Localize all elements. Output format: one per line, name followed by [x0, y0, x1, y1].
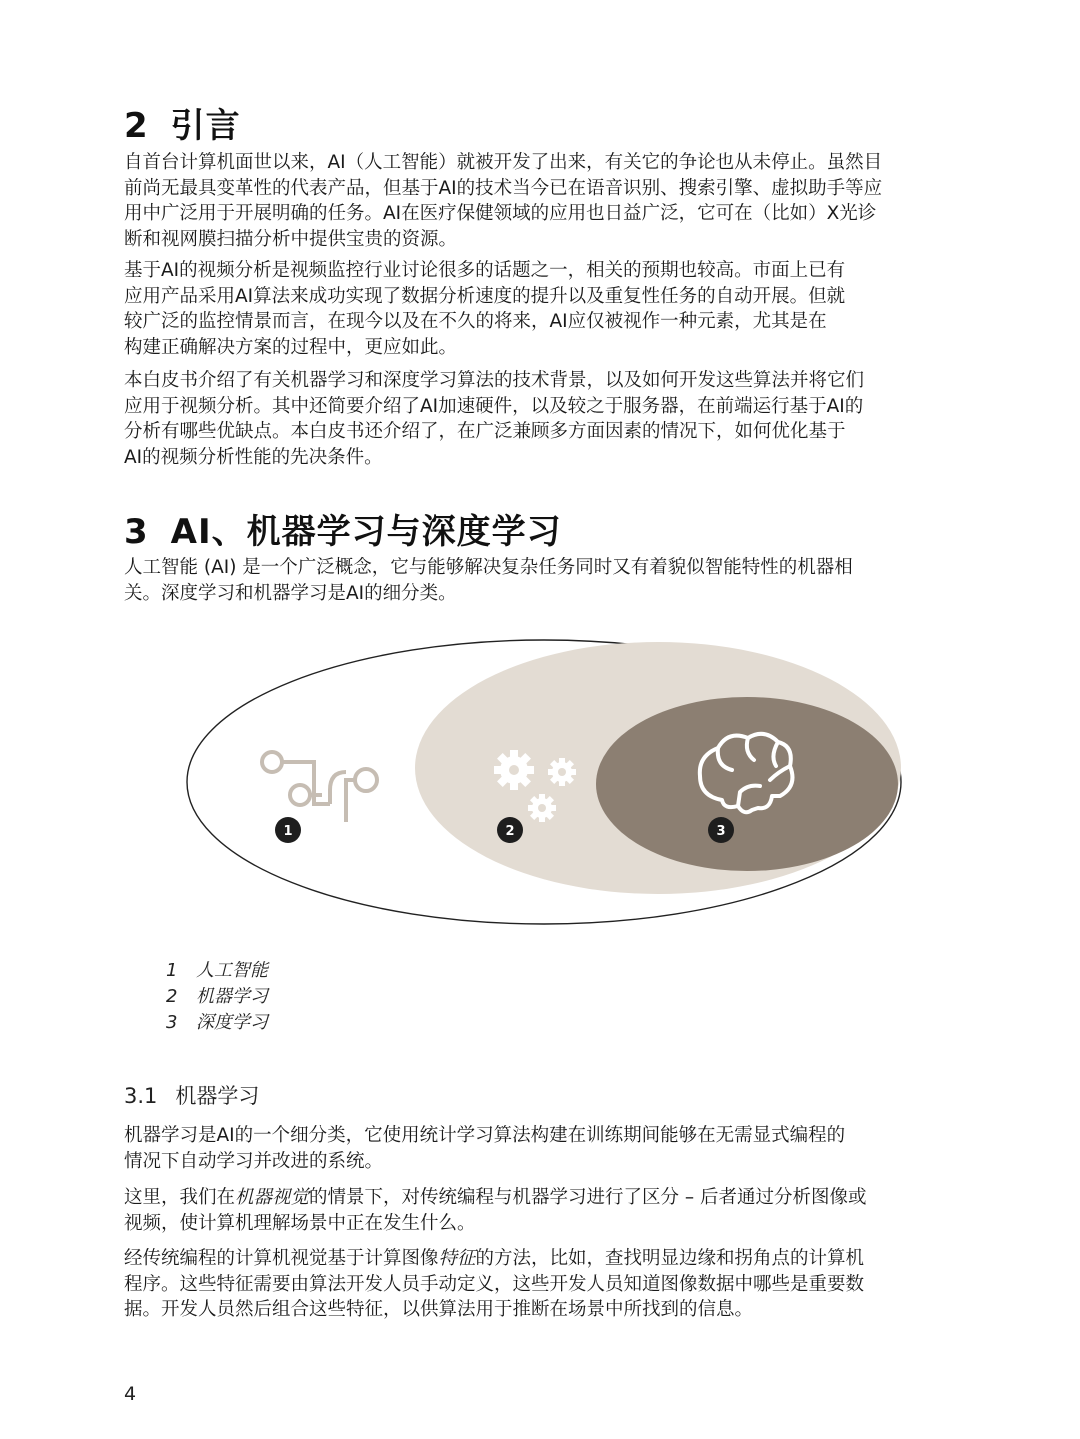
- dl-ellipse: [596, 697, 898, 871]
- section-title: 机器学习: [175, 1084, 260, 1108]
- badge-number: 1: [283, 824, 293, 839]
- badge-number: 2: [505, 824, 515, 839]
- text-line: 程序。这些特征需要由算法开发人员手动定义，这些开发人员知道图像数据中哪些是重要数: [124, 1273, 865, 1295]
- ml-paragraph-1: [124, 1123, 944, 1174]
- text-line: 前尚无最具变革性的代表产品，但基于AI的技术当今已在语音识别、搜索引擎、虚拟助手等应: [124, 177, 883, 199]
- text-line: 自首台计算机面世以来，AI（人工智能）就被开发了出来，有关它的争论也从未停止。虽然目: [124, 152, 883, 173]
- legend-number: 1: [166, 960, 178, 981]
- text-line: [124, 1185, 944, 1211]
- text-line: 视频，使计算机理解场景中正在发生什么。: [124, 1212, 476, 1234]
- section-title: 引言: [170, 106, 241, 146]
- legend-label: 深度学习: [196, 1012, 268, 1033]
- badge-2: [497, 817, 523, 843]
- legend-item: [166, 984, 268, 1010]
- section-number: 3: [124, 512, 149, 552]
- legend-item: [166, 958, 268, 984]
- text-line: 应用产品采用AI算法来成功实现了数据分析速度的提升以及重复性任务的自动开展。但就: [124, 285, 846, 307]
- legend-number: 2: [166, 986, 178, 1007]
- legend-number: 3: [166, 1012, 178, 1033]
- diagram-legend: [166, 958, 268, 1036]
- text-line: 基于AI的视频分析是视频监控行业讨论很多的话题之一，相关的预期也较高。市面上已有: [124, 260, 846, 281]
- legend-label: 机器学习: [196, 986, 268, 1007]
- text-line: 关。深度学习和机器学习是AI的细分类。: [124, 582, 457, 604]
- text-line: 较广泛的监控情景而言，在现今以及在不久的将来，AI应仅被视作一种元素，尤其是在: [124, 311, 827, 332]
- text-run: 的方法，比如，查找明显边缘和拐角点的计算机: [475, 1248, 865, 1269]
- ml-paragraph-2: [124, 1185, 944, 1236]
- text-line: 本白皮书介绍了有关机器学习和深度学习算法的技术背景，以及如何开发这些算法并将它们: [124, 370, 865, 391]
- text-run: 经传统编程的计算机视觉基于计算图像: [124, 1248, 439, 1269]
- text-line: 用中广泛用于开展明确的任务。AI在医疗保健领域的应用也日益广泛，它可在（比如）X光诊: [124, 203, 877, 224]
- section-3-1-heading: [124, 1080, 259, 1110]
- legend-label: 人工智能: [196, 960, 268, 981]
- text-line: 分析有哪些优缺点。本白皮书还介绍了，在广泛兼顾多方面因素的情况下，如何优化基于: [124, 421, 846, 442]
- emphasis-text: 机器视觉: [235, 1187, 310, 1208]
- text-line: 据。开发人员然后组合这些特征，以供算法用于推断在场景中所找到的信息。: [124, 1299, 754, 1320]
- badge-1: [275, 817, 301, 843]
- text-line: 构建正确解决方案的过程中，更应如此。: [124, 336, 458, 358]
- text-line: 情况下自动学习并改进的系统。: [124, 1150, 384, 1172]
- text-line: AI的视频分析性能的先决条件。: [124, 446, 383, 468]
- legend-item: [166, 1010, 268, 1036]
- text-line: 机器学习是AI的一个细分类，它使用统计学习算法构建在训练期间能够在无需显式编程的: [124, 1125, 846, 1146]
- text-line: [124, 1246, 944, 1272]
- text-run: 的情景下，对传统编程与机器学习进行了区分 – 后者通过分析图像或: [309, 1187, 867, 1208]
- badge-3: [708, 817, 734, 843]
- badge-number: 3: [716, 824, 726, 839]
- text-run: 这里，我们在: [124, 1187, 236, 1208]
- page-number: 4: [124, 1383, 137, 1405]
- text-line: 人工智能 (AI) 是一个广泛概念，它与能够解决复杂任务同时又有着貌似智能特性的机器相: [124, 557, 853, 578]
- emphasis-text: 特征: [438, 1248, 476, 1269]
- section-number: 2: [124, 106, 149, 146]
- section-title: AI、机器学习与深度学习: [170, 512, 562, 552]
- text-line: 断和视网膜扫描分析中提供宝贵的资源。: [124, 228, 458, 250]
- text-line: 应用于视频分析。其中还简要介绍了AI加速硬件，以及较之于服务器，在前端运行基于AI的: [124, 395, 864, 417]
- ml-paragraph-3: [124, 1246, 944, 1323]
- section-number: 3.1: [124, 1084, 158, 1108]
